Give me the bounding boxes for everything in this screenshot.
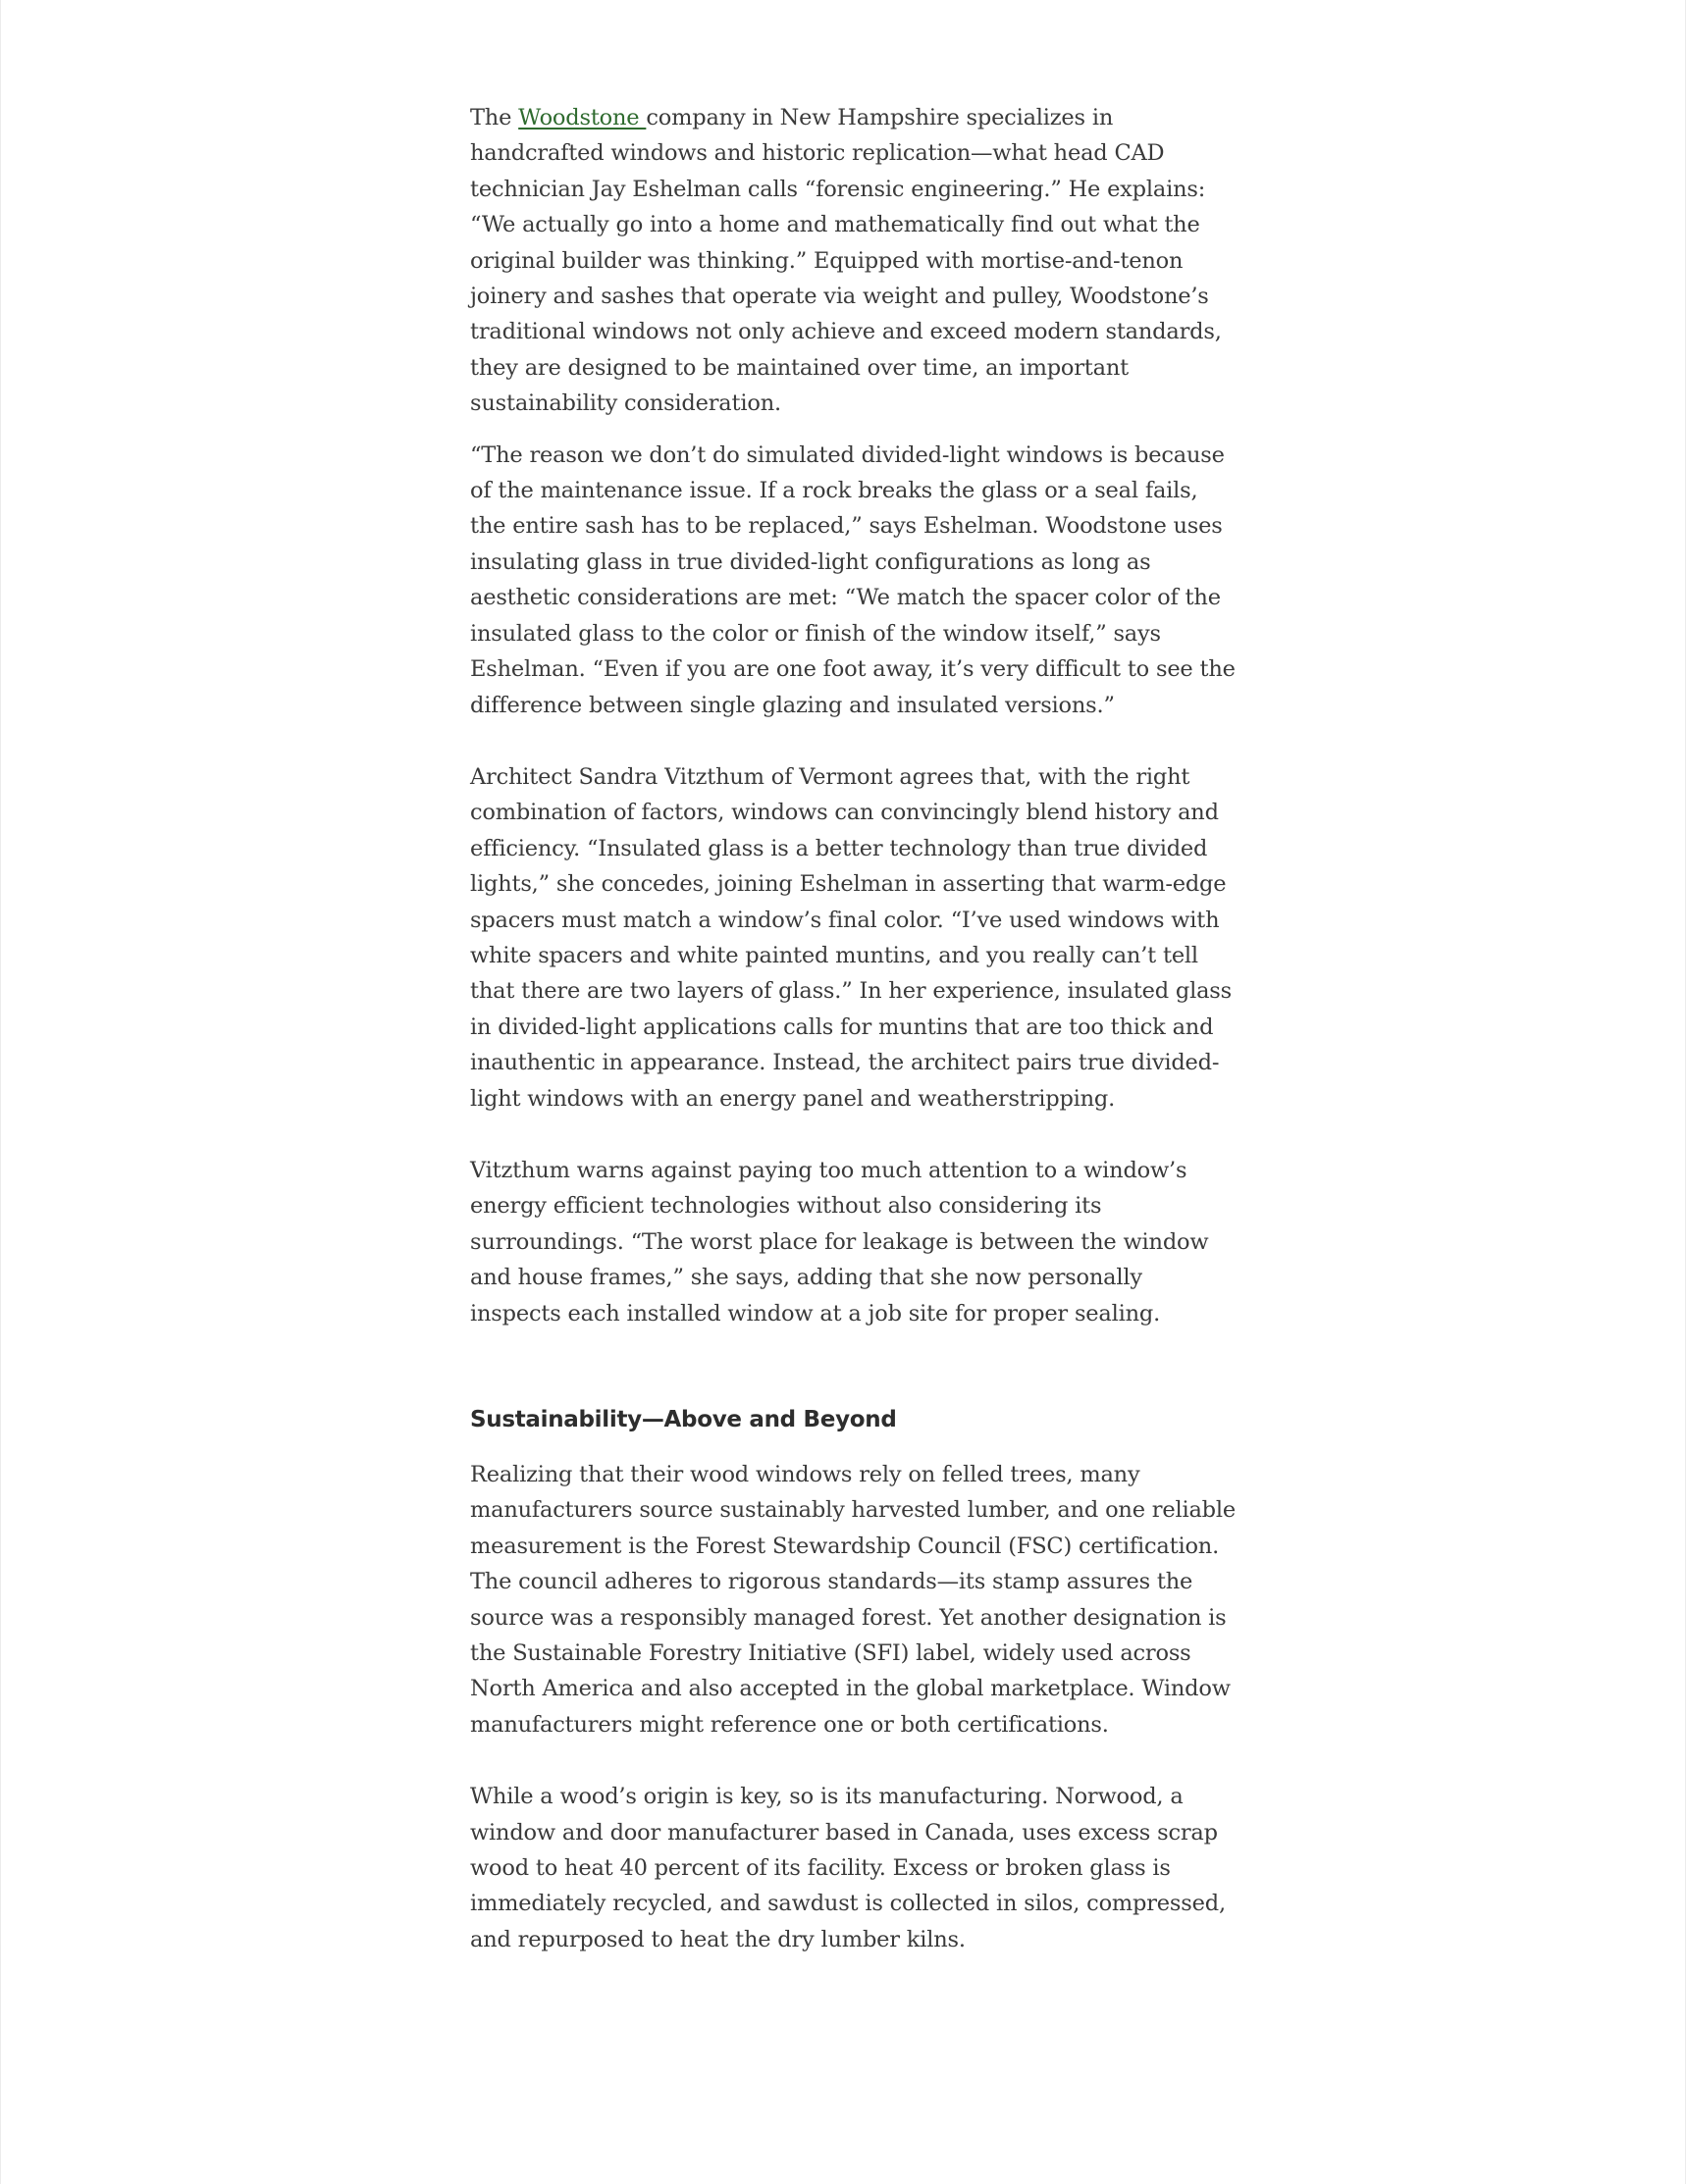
paragraph-woodstone-lead: The	[470, 105, 519, 130]
article-body	[470, 100, 1236, 1957]
section-heading-sustainability: Sustainability—Above and Beyond	[470, 1407, 897, 1432]
woodstone-link[interactable]: Woodstone	[518, 105, 647, 130]
paragraph-vitzthum-leakage: Vitzthum warns against paying too much attention to a window’s energy efficient technologies without also considering its surroundings. “The worst place for leakage is between the window and house frames,” she says, adding that she now personally inspects each installed window at a job site for proper sealing.	[470, 1157, 1209, 1326]
paragraph-vitzthum-glass: Architect Sandra Vitzthum of Vermont agrees that, with the right combination of factors, windows can convincingly blend history and efficiency. “Insulated glass is a better technology than true divided lights,” she concedes, joining Eshelman in asserting that warm-edge spacers must match a window’s final color. “I’ve used windows with white spacers and white painted muntins, and you really can’t tell that there are two layers of glass.” In her experience, insulated glass in divided-light applications calls for muntins that are too thick and inauthentic in appearance. Instead, the architect pairs true divided-light windows with an energy panel and weatherstripping.	[470, 763, 1232, 1112]
paragraph-certifications: Realizing that their wood windows rely on felled trees, many manufacturers source sustainably harvested lumber, and one reliable measurement is the Forest Stewardship Council (FSC) certification. The council adheres to rigorous standards—its stamp assures the source was a responsibly managed forest. Yet another designation is the Sustainable Forestry Initiative (SFI) label, widely used across North America and also accepted in the global marketplace. Window manufacturers might reference one or both certifications.	[470, 1462, 1236, 1738]
paragraph-woodstone-text: company in New Hampshire specializes in handcrafted windows and historic replication—what head CAD technician Jay Eshelman calls “forensic engineering.” He explains: “We actually go into a home and mathematically find out what the original builder was thinking.” Equipped with mortise-and-tenon joinery and sashes that operate via weight and pulley, Woodstone’s traditional windows not only achieve and exceed modern standards, they are designed to be maintained over time, an important sustainability consideration.	[470, 105, 1222, 417]
paragraph-woodstone	[470, 100, 1236, 422]
paragraph-norwood: While a wood’s origin is key, so is its manufacturing. Norwood, a window and door manufacturer based in Canada, uses excess scrap wood to heat 40 percent of its facility. Excess or broken glass is immediately recycled, and sawdust is collected in silos, compressed, and repurposed to heat the dry lumber kilns.	[470, 1784, 1226, 1952]
paragraph-eshelman-quote: “The reason we don’t do simulated divided-light windows is because of the maintenance issue. If a rock breaks the glass or a seal fails, the entire sash has to be replaced,” says Eshelman. Woodstone uses insulating glass in true divided-light configurations as long as aesthetic considerations are met: “We match the spacer color of the insulated glass to the color or finish of the window itself,” says Eshelman. “Even if you are one foot away, it’s very difficult to see the difference between single glazing and insulated versions.”	[470, 442, 1236, 718]
